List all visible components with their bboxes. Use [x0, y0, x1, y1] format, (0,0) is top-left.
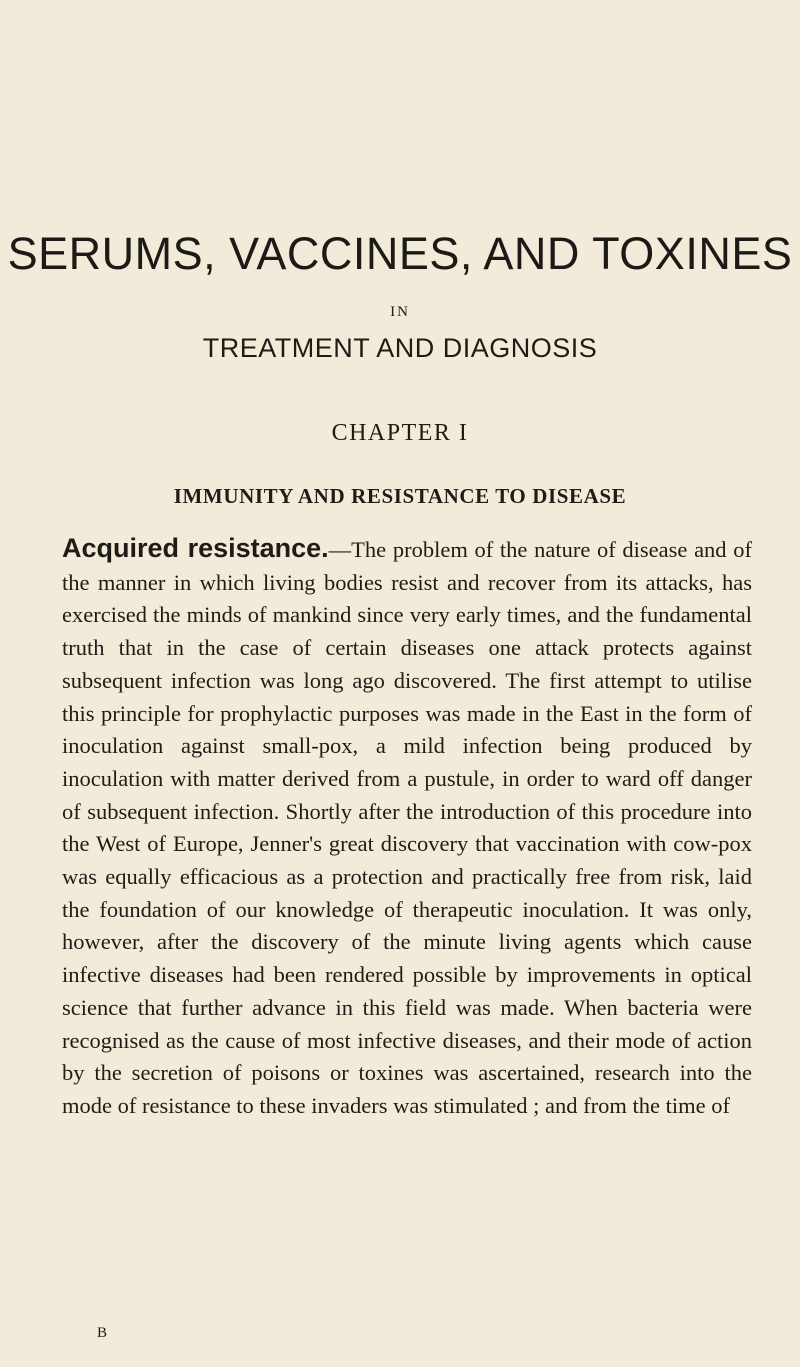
- chapter-title: IMMUNITY AND RESISTANCE TO DISEASE: [173, 484, 627, 508]
- book-subtitle: TREATMENT AND DIAGNOSIS: [202, 333, 598, 363]
- paragraph-text: —The problem of the nature of disease and of the manner in which living bodies resist and recover from its attacks, has exercised the minds of mankind since very early times, and the fundamental truth that in the case of certain diseases one attack protects against subsequent infection was long ago discovered. The first attempt to utilise this principle for prophylactic purposes was made in the East in the form of inoculation against small-pox, a mild infection being produced by inoculation with matter derived from a pustule, in order to ward off danger of subsequent infection. Shortly after the introduction of this procedure into the West of Europe, Jenner's great discovery that vaccination with cow-pox was equally efficacious as a protection and practically free from risk, laid the foundation of our knowledge of therapeutic inoculation. It was only, however, after the discovery of the minute living agents which cause infective diseases had been rendered possible by improvements in optical science that further advance in this field was made. When bacteria were recognised as the cause of most infective diseases, and their mode of action by the secretion of poisons or toxines was ascertained, research into the mode of resistance to these invaders was stimulated ; and from the time of: [62, 537, 752, 1118]
- book-title: SERUMS, VACCINES, AND TOXINES: [7, 228, 793, 279]
- body-paragraph: [62, 532, 752, 1123]
- signature-mark: B: [97, 1325, 108, 1341]
- section-heading: Acquired resistance.: [62, 533, 329, 563]
- chapter-label: CHAPTER I: [331, 420, 469, 446]
- title-connector: IN: [390, 304, 410, 320]
